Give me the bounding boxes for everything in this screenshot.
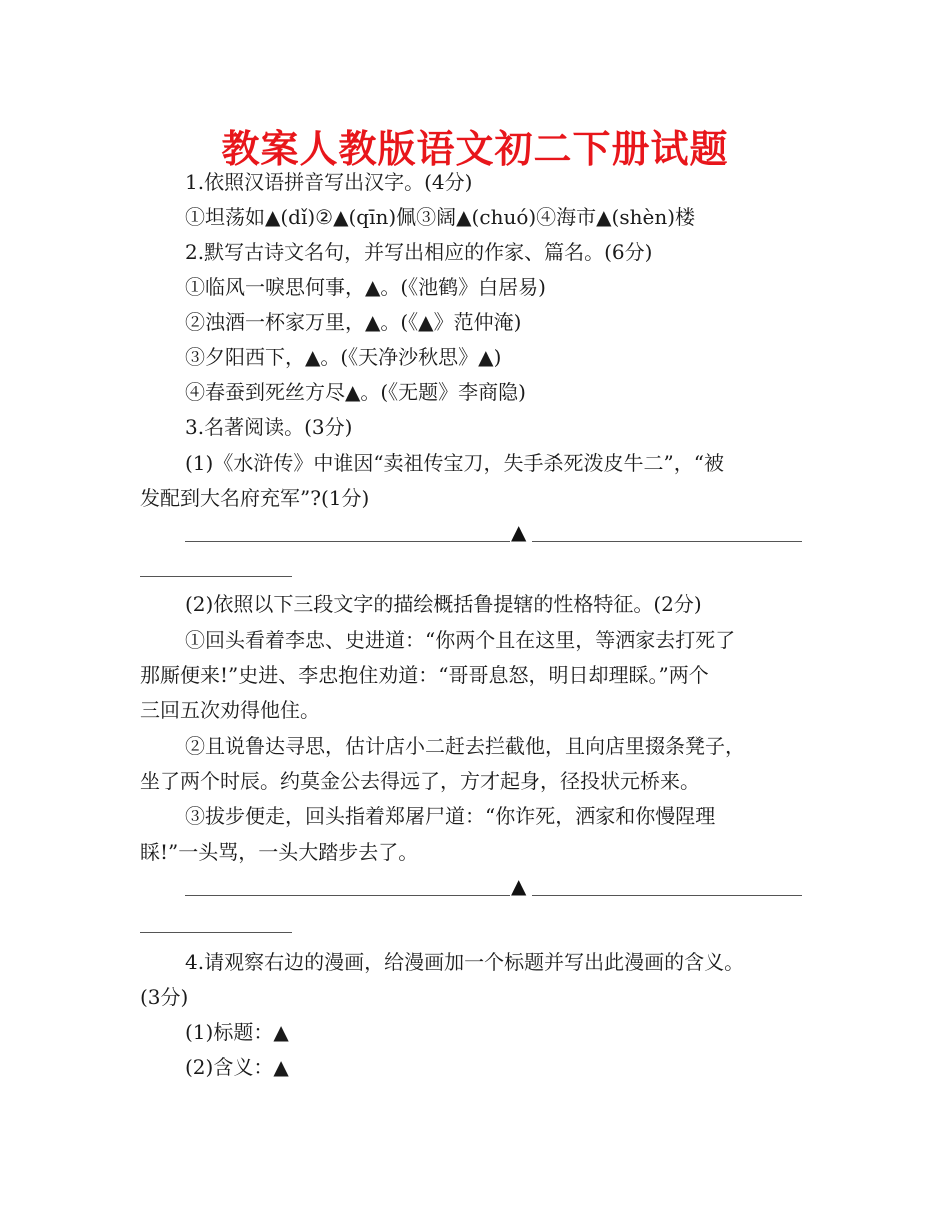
- passage-2-line-1: ②且说鲁达寻思，估计店小二赶去拦截他，且向店里掇条凳子，: [185, 734, 745, 758]
- question-2: 2.默写古诗文名句，并写出相应的作家、篇名。(6分): [185, 240, 653, 264]
- passage-1-line-3: 三回五次劝得他住。: [140, 698, 320, 722]
- answer-rule-left: [185, 895, 510, 896]
- answer-rule-right: [532, 895, 802, 896]
- question-3: 3.名著阅读。(3分): [185, 415, 353, 439]
- question-4-line-1: 4.请观察右边的漫画，给漫画加一个标题并写出此漫画的含义。: [185, 950, 745, 974]
- question-1-items: ①坦荡如▲(dǐ)②▲(qīn)佩③阔▲(chuó)④海市▲(shèn)楼: [185, 205, 696, 229]
- question-3-1-line-2: 发配到大名府充军”?(1分): [140, 486, 370, 510]
- question-2-item-c: ③夕阳西下，▲。(《天净沙秋思》▲): [185, 345, 502, 369]
- answer-rule-right: [532, 541, 802, 542]
- answer-marker: ▲: [511, 874, 527, 898]
- answer-marker: ▲: [511, 520, 527, 544]
- passage-1-line-1: ①回头看着李忠、史进道：“你两个且在这里，等洒家去打死了: [185, 628, 736, 652]
- question-3-1-line-1: (1)《水浒传》中谁因“卖祖传宝刀，失手杀死泼皮牛二”，“被: [185, 451, 725, 475]
- passage-2-line-2: 坐了两个时辰。约莫金公去得远了，方才起身，径投状元桥来。: [140, 769, 700, 793]
- page-title: 教案人教版语文初二下册试题: [221, 127, 729, 171]
- question-4-title: (1)标题：▲: [185, 1020, 289, 1044]
- question-2-item-a: ①临风一唳思何事，▲。(《池鹤》白居易): [185, 275, 546, 299]
- question-2-item-b: ②浊酒一杯家万里，▲。(《▲》范仲淹): [185, 310, 522, 334]
- question-3-2: (2)依照以下三段文字的描绘概括鲁提辖的性格特征。(2分): [185, 592, 702, 616]
- answer-rule-continuation: [140, 576, 292, 577]
- answer-rule-continuation: [140, 932, 292, 933]
- passage-3-line-1: ③拔步便走，回头指着郑屠尸道：“你诈死，洒家和你慢陧理: [185, 804, 716, 828]
- question-2-item-d: ④春蚕到死丝方尽▲。(《无题》李商隐): [185, 380, 526, 404]
- answer-rule-left: [185, 541, 510, 542]
- question-4-meaning: (2)含义：▲: [185, 1055, 289, 1079]
- question-4-line-2: (3分): [140, 985, 189, 1009]
- passage-3-line-2: 睬!”一头骂，一头大踏步去了。: [140, 840, 419, 864]
- question-1: 1.依照汉语拼音写出汉字。(4分): [185, 170, 473, 194]
- passage-1-line-2: 那厮便来!”史进、李忠抱住劝道：“哥哥息怒，明日却理睬。”两个: [140, 663, 709, 687]
